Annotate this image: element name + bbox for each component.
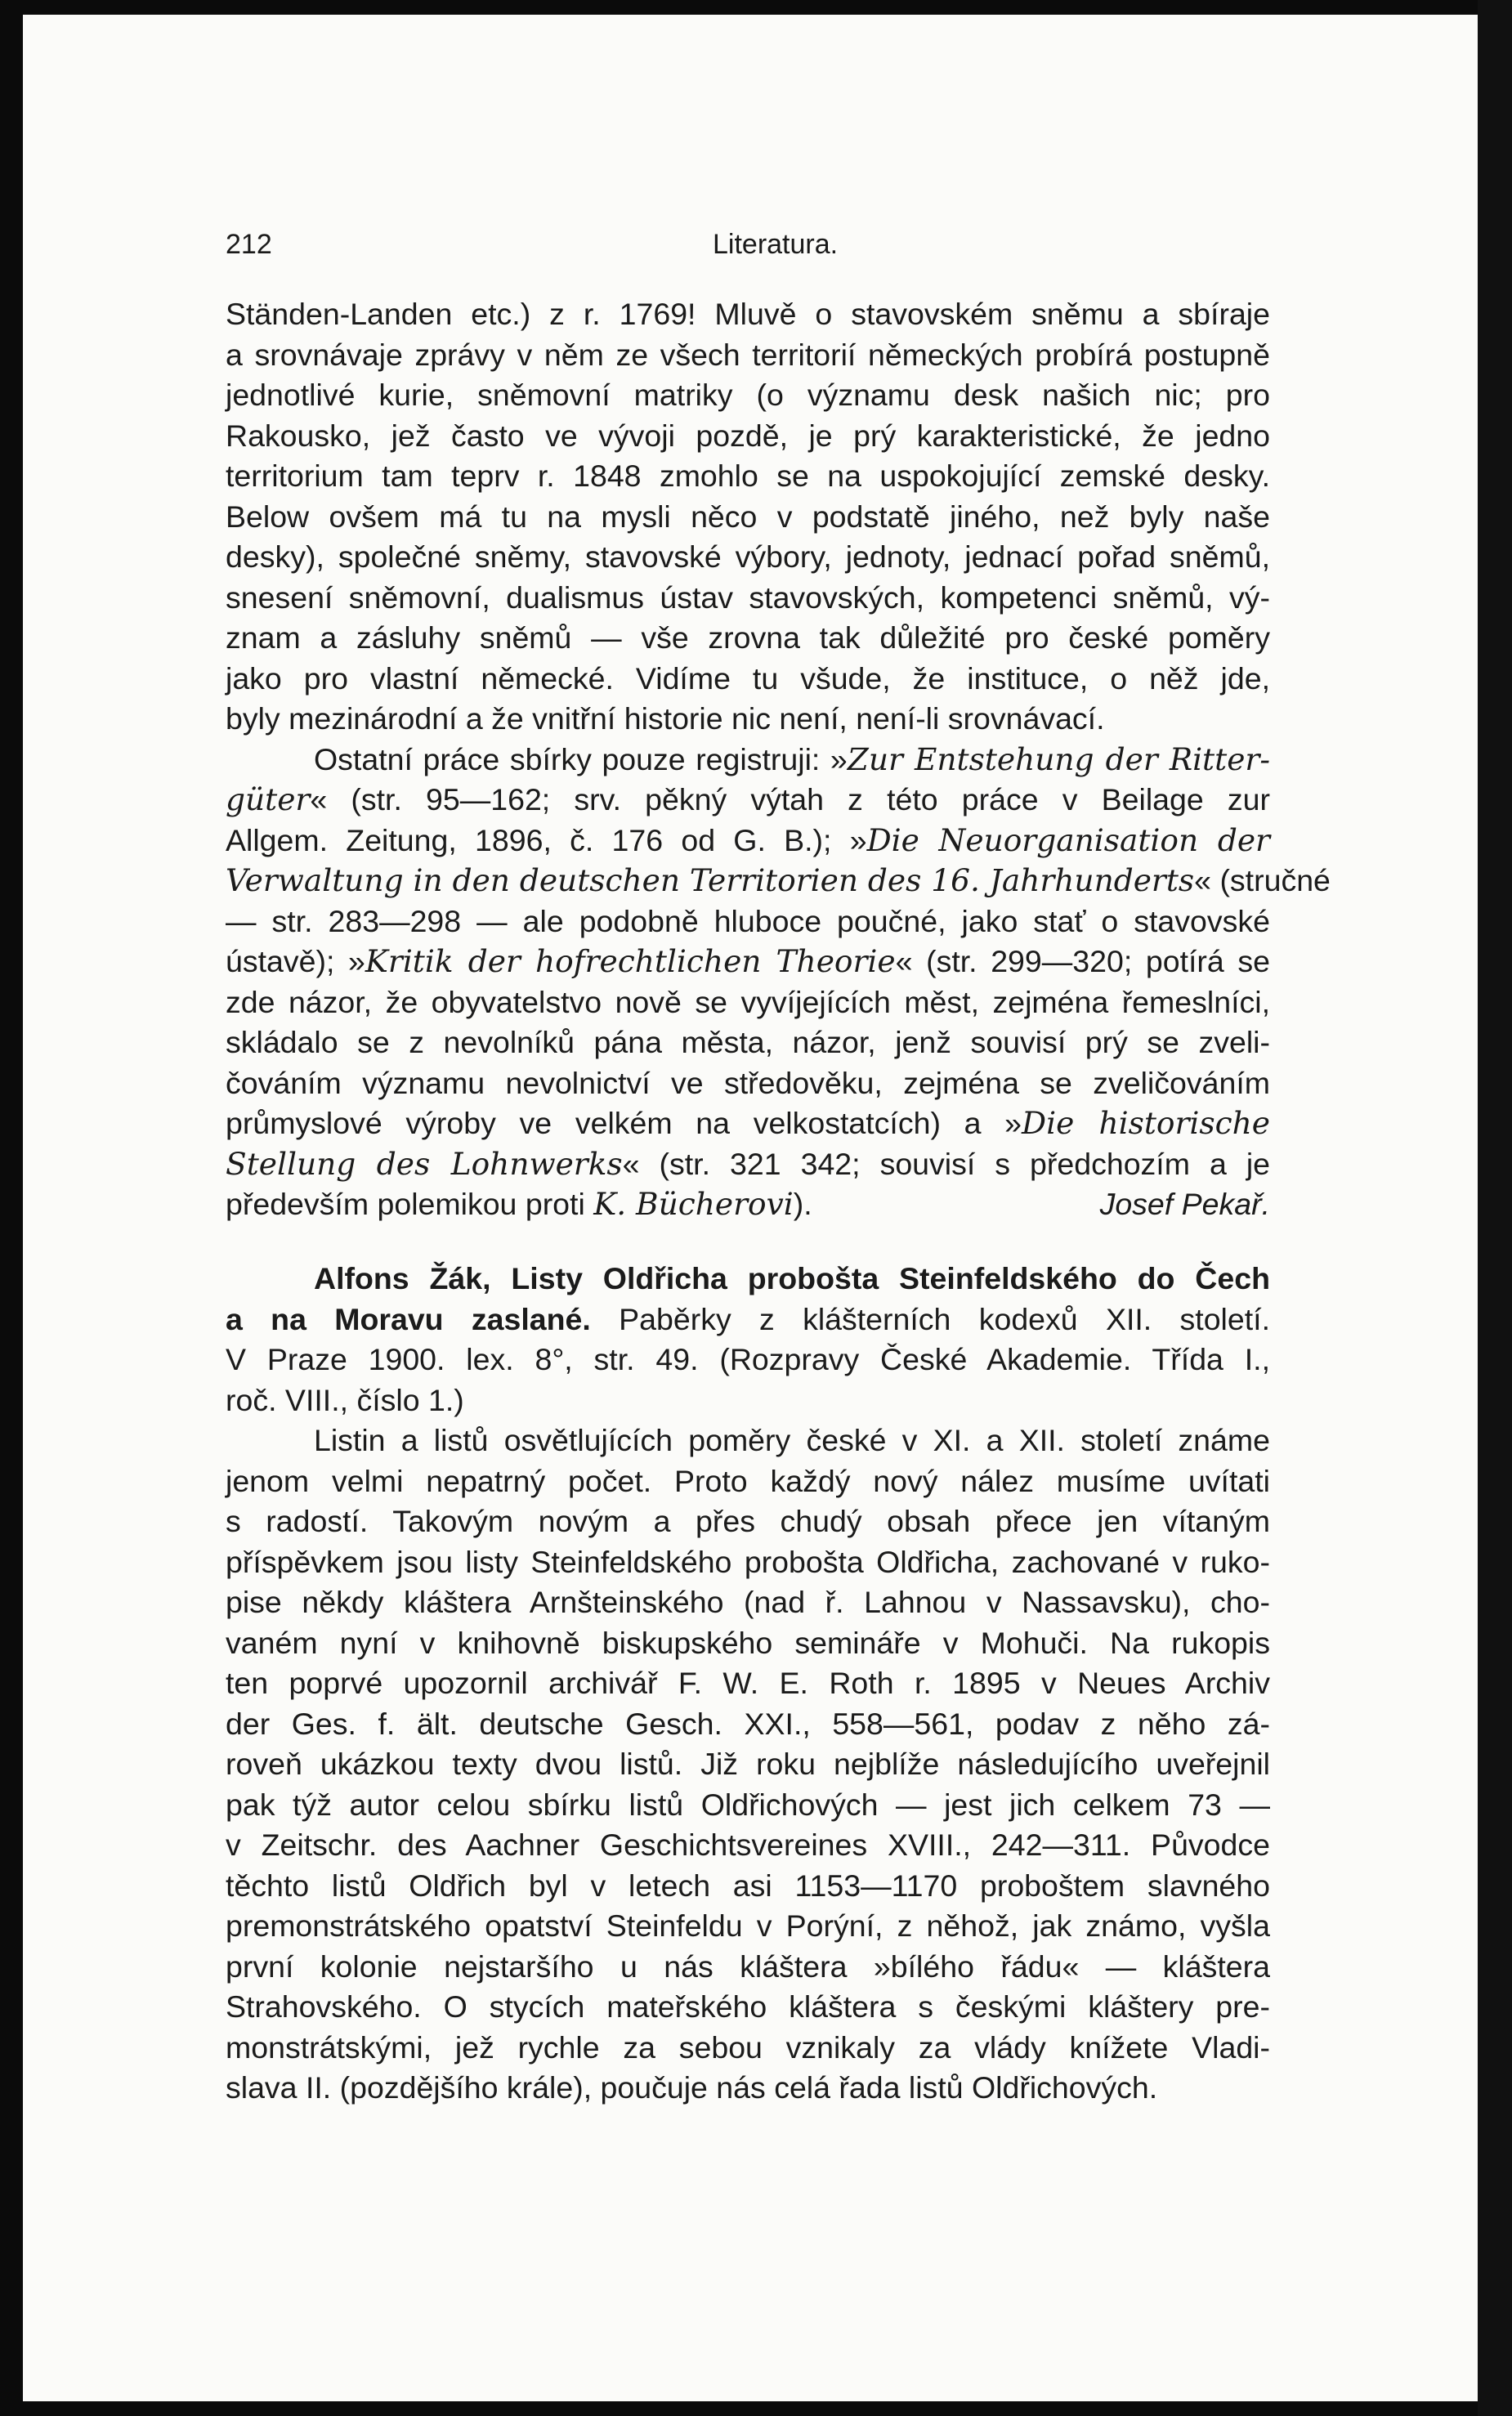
text-line: Strahovského. O stycích mateřského kláštera s českými kláštery pre- — [226, 1989, 1270, 2024]
text-line: monstrátskými, jež rychle za sebou vznikaly za vlády knížete Vladi- — [226, 2029, 1270, 2065]
text-line: znam a zásluhy sněmů — vše zrovna tak důležité pro české poměry — [226, 620, 1270, 655]
text-line: jednotlivé kurie, sněmovní matriky (o významu desk našich nic; pro — [226, 378, 1270, 412]
text-run: « (str. 299—320; potírá se — [895, 944, 1270, 978]
cited-title: Stellung des Lohnwerks — [226, 1145, 623, 1182]
review-heading: V Praze 1900. lex. 8°, str. 49. (Rozpravy České Akademie. Třída I., — [226, 1342, 1270, 1376]
text-run: ústavě); » — [226, 944, 365, 978]
text-line: jako pro vlastní německé. Vidíme tu všude, že instituce, o něž jde, — [226, 660, 1270, 696]
text-line: zde názor, že obyvatelstvo nově se vyvíjejících měst, zejména řemeslníci, — [226, 984, 1270, 1019]
text-line: roveň ukázkou texty dvou listů. Již roku nejblíže následujícího uveřejnil — [226, 1747, 1270, 1781]
text-line: der Ges. f. ält. deutsche Gesch. XXI., 558—561, podav z něho zá- — [226, 1706, 1270, 1741]
text-line: čováním významu nevolnictví ve středověku, zejména se zveličováním — [226, 1065, 1270, 1100]
text-run: Ostatní práce sbírky pouze registruji: » — [314, 741, 848, 776]
text-line — [226, 1103, 1270, 1144]
review-heading — [226, 1300, 1270, 1340]
cited-title: Die historische — [1022, 1105, 1270, 1141]
cited-title: Kritik der hofrechtlichen Theorie — [365, 943, 896, 979]
review-heading — [226, 1259, 1270, 1300]
review-heading: roč. VIII., číslo 1.) — [226, 1382, 464, 1417]
text-run: « (stručné — [1194, 863, 1331, 897]
text-line: slava II. (pozdějšího krále), poučuje nás celá řada listů Oldřichových. — [226, 2070, 1158, 2105]
text-line: příspěvkem jsou listy Steinfeldského probošta Oldřicha, zachované v ruko- — [226, 1544, 1270, 1579]
text-run: především polemikou proti — [226, 1187, 594, 1221]
text-line: skládalo se z nevolníků pána města, názor, jenž souvisí prý se zveli- — [226, 1025, 1270, 1059]
text-line: s radostí. Takovým novým a přes chudý obsah přece jen vítaným — [226, 1504, 1270, 1538]
text-run: « (str. 95—162; srv. pěkný výtah z této práce v Beilage zur — [310, 782, 1270, 817]
text-line: Rakousko, jež často ve vývoji pozdě, je prý karakteristické, že jedno — [226, 418, 1270, 453]
text-line: premonstrátského opatství Steinfeldu v Porýní, z něhož, jak známo, vyšla — [226, 1908, 1270, 1943]
text-line: Ständen-Landen etc.) z r. 1769! Mluvě o stavovském sněmu a sbíraje — [226, 297, 1270, 331]
text-line — [226, 821, 1270, 861]
text-line: těchto listů Oldřich byl v letech asi 1153—1170 proboštem slavného — [226, 1868, 1270, 1903]
text-line — [226, 1144, 1270, 1185]
text-line — [226, 1184, 1270, 1225]
text-line: territorium tam teprv r. 1848 zmohlo se na uspokojující zemské desky. — [226, 459, 1270, 493]
text-line: pak týž autor celou sbírku listů Oldřichových — jest jich celkem 73 — — [226, 1787, 1270, 1822]
cited-title: Zur Entstehung der Ritter- — [847, 740, 1270, 777]
cited-name: K. Bücherovi — [593, 1186, 794, 1222]
text-run: Paběrky z klášterních kodexů XII. století. — [590, 1301, 1270, 1336]
text-run: ). — [793, 1187, 812, 1221]
text-run: průmyslové výroby ve velkém na velkostatcích) a » — [226, 1106, 1022, 1140]
signature: Josef Pekař. — [1099, 1187, 1270, 1221]
cited-title: güter — [226, 781, 311, 817]
text-line: pise někdy kláštera Arnšteinského (nad ř. Lahnou v Nassavsku), cho- — [226, 1585, 1270, 1619]
running-title: Literatura. — [713, 229, 839, 260]
text-line: a srovnávaje zprávy v něm ze všech territorií německých probírá postupně — [226, 337, 1270, 372]
text-line: snesení sněmovní, dualismus ústav stavovských, kompetenci sněmů, vý- — [226, 579, 1270, 615]
review-heading-bold: a na Moravu zaslané. — [226, 1301, 591, 1336]
text-line: desky), společné sněmy, stavovské výbory, jednoty, jednací pořad sněmů, — [226, 539, 1270, 574]
text-line — [226, 861, 1331, 902]
text-line: první kolonie nejstaršího u nás kláštera »bílého řádu« — kláštera — [226, 1948, 1270, 1984]
text-run: Allgem. Zeitung, 1896, č. 176 od G. B.); » — [226, 822, 867, 857]
text-line: v Zeitschr. des Aachner Geschichtsvereines XVIII., 242—311. Původce — [226, 1828, 1270, 1862]
review-2 — [226, 1259, 1270, 2109]
running-header — [226, 229, 1270, 270]
text-line: vaném nyní v knihovně biskupského semináře v Mohuči. Na rukopis — [226, 1625, 1270, 1660]
cited-title: Verwaltung in den deutschen Territorien des 16. Jahrhunderts — [226, 862, 1195, 898]
text-line — [226, 780, 1270, 821]
cited-title: Die Neuorganisation der — [866, 821, 1270, 858]
text-line: byly mezinárodní a že vnitřní historie nic není, není-li srovnávací. — [226, 701, 1105, 736]
page-number: 212 — [226, 229, 272, 260]
text-line: — str. 283—298 — ale podobně hluboce poučné, jako stať o stavovské — [226, 903, 1270, 938]
text-line: ten poprvé upozornil archivář F. W. E. Roth r. 1895 v Neues Archiv — [226, 1666, 1270, 1700]
text-line: jenom velmi nepatrný počet. Proto každý nový nález musíme uvítati — [226, 1463, 1270, 1498]
scan-edge — [1478, 0, 1512, 2416]
text-run: « (str. 321 342; souvisí s předchozím a je — [622, 1146, 1271, 1181]
text-line — [226, 942, 1270, 982]
review-heading-bold: Alfons Žák, Listy Oldřicha probošta Steinfeldského do Čech — [314, 1261, 1270, 1295]
text-line — [226, 740, 1270, 781]
review-1 — [226, 294, 1331, 1225]
text-line: Listin a listů osvětlujících poměry české v XI. a XII. století známe — [314, 1423, 1270, 1457]
text-line: Below ovšem má tu na mysli něco v podstatě jiného, než byly naše — [226, 499, 1270, 534]
